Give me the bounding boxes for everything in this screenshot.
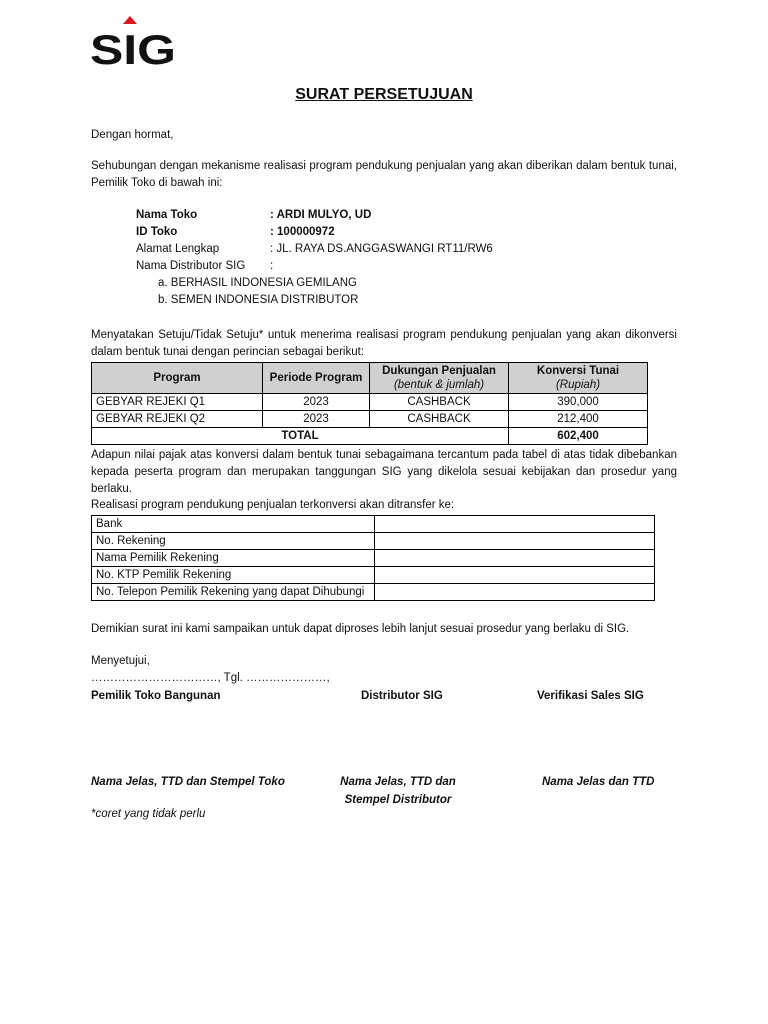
transfer-intro: Realisasi program pendukung penjualan terkonversi akan ditransfer ke: bbox=[91, 499, 455, 511]
sales-signature-title: Verifikasi Sales SIG bbox=[537, 690, 644, 702]
header-dukungan-sub: (bentuk & jumlah) bbox=[393, 379, 485, 391]
owner-signature-title: Pemilik Toko Bangunan bbox=[91, 690, 221, 702]
document-title: SURAT PERSETUJUAN bbox=[295, 86, 473, 103]
total-value: 602,400 bbox=[509, 428, 648, 445]
cell-program: GEBYAR REJEKI Q1 bbox=[92, 394, 263, 411]
distributor-label: Nama Distributor SIG bbox=[136, 260, 246, 272]
greeting: Dengan hormat, bbox=[91, 129, 174, 141]
header-dukungan-label: Dukungan Penjualan bbox=[382, 365, 496, 377]
agree-label: Menyetujui, bbox=[91, 655, 150, 667]
telepon-value-field bbox=[375, 584, 655, 601]
cell-periode: 2023 bbox=[263, 411, 370, 428]
program-table-header bbox=[92, 363, 648, 394]
footnote: *coret yang tidak perlu bbox=[91, 808, 206, 820]
cell-konversi: 212,400 bbox=[509, 411, 648, 428]
ktp-label: No. KTP Pemilik Rekening bbox=[92, 567, 375, 584]
cell-periode: 2023 bbox=[263, 394, 370, 411]
bank-table bbox=[91, 515, 655, 601]
info-distributor bbox=[136, 258, 273, 275]
info-id-toko bbox=[136, 224, 335, 241]
id-toko-value: : 100000972 bbox=[270, 226, 335, 238]
table-row bbox=[92, 567, 655, 584]
header-konversi-sub: (Rupiah) bbox=[555, 379, 601, 391]
total-row bbox=[92, 428, 648, 445]
bank-value-field bbox=[375, 516, 655, 533]
header-dukungan bbox=[370, 363, 509, 394]
header-program: Program bbox=[92, 363, 263, 394]
intro-paragraph: Sehubungan dengan mekanisme realisasi program pendukung penjualan yang akan diberikan dalam bentuk tunai, Pemilik Toko di bawah ini: bbox=[91, 160, 677, 189]
id-toko-label: ID Toko bbox=[136, 226, 178, 238]
table-row bbox=[92, 516, 655, 533]
table-row bbox=[92, 533, 655, 550]
table-row bbox=[92, 584, 655, 601]
statement-paragraph: Menyatakan Setuju/Tidak Setuju* untuk menerima realisasi program pendukung penjualan yang akan dikonversi dalam bentuk tunai dengan perincian sebagai berikut: bbox=[91, 329, 677, 358]
date-line: ……………………………, Tgl. …………………, bbox=[91, 672, 330, 684]
sig-logo bbox=[90, 14, 180, 70]
sales-signature-footer: Nama Jelas dan TTD bbox=[542, 776, 655, 788]
cell-konversi: 390,000 bbox=[509, 394, 648, 411]
telepon-label: No. Telepon Pemilik Rekening yang dapat Dihubungi bbox=[92, 584, 375, 601]
logo-text: SIG bbox=[90, 26, 176, 70]
closing-paragraph: Demikian surat ini kami sampaikan untuk dapat diproses lebih lanjut sesuai prosedur yang berlaku di SIG. bbox=[91, 623, 630, 635]
info-alamat bbox=[136, 241, 493, 258]
table-row bbox=[92, 394, 648, 411]
table-row bbox=[92, 411, 648, 428]
distributor-option-b: b. SEMEN INDONESIA DISTRIBUTOR bbox=[158, 294, 359, 306]
cell-program: GEBYAR REJEKI Q2 bbox=[92, 411, 263, 428]
rekening-label: No. Rekening bbox=[92, 533, 375, 550]
total-label: TOTAL bbox=[92, 428, 509, 445]
info-nama-toko bbox=[136, 207, 371, 224]
nama-pemilik-label: Nama Pemilik Rekening bbox=[92, 550, 375, 567]
bank-label: Bank bbox=[92, 516, 375, 533]
header-konversi bbox=[509, 363, 648, 394]
header-periode: Periode Program bbox=[263, 363, 370, 394]
nama-toko-value: : ARDI MULYO, UD bbox=[270, 209, 372, 221]
ktp-value-field bbox=[375, 567, 655, 584]
distributor-signature-footer bbox=[338, 773, 458, 809]
distributor-signature-title: Distributor SIG bbox=[361, 690, 443, 702]
distributor-option-a: a. BERHASIL INDONESIA GEMILANG bbox=[158, 277, 357, 289]
cell-dukungan: CASHBACK bbox=[370, 394, 509, 411]
tax-note: Adapun nilai pajak atas konversi dalam bentuk tunai sebagaimana tercantum pada tabel di atas tidak dibebankan kepada peserta program dan merupakan tanggungan SIG yang dikelola sesuai kebijakan dan prosedur yang berlaku. bbox=[91, 449, 677, 495]
owner-signature-footer: Nama Jelas, TTD dan Stempel Toko bbox=[91, 776, 285, 788]
alamat-value: : JL. RAYA DS.ANGGASWANGI RT11/RW6 bbox=[270, 243, 493, 255]
table-row bbox=[92, 550, 655, 567]
nama-pemilik-value-field bbox=[375, 550, 655, 567]
cell-dukungan: CASHBACK bbox=[370, 411, 509, 428]
header-konversi-label: Konversi Tunai bbox=[536, 365, 620, 377]
distributor-footer-line-1: Nama Jelas, TTD dan bbox=[340, 776, 456, 788]
alamat-label: Alamat Lengkap bbox=[136, 243, 220, 255]
distributor-value: : bbox=[270, 260, 274, 272]
distributor-footer-line-2: Stempel Distributor bbox=[344, 794, 452, 806]
nama-toko-label: Nama Toko bbox=[136, 209, 198, 221]
rekening-value-field bbox=[375, 533, 655, 550]
program-table bbox=[91, 362, 648, 445]
